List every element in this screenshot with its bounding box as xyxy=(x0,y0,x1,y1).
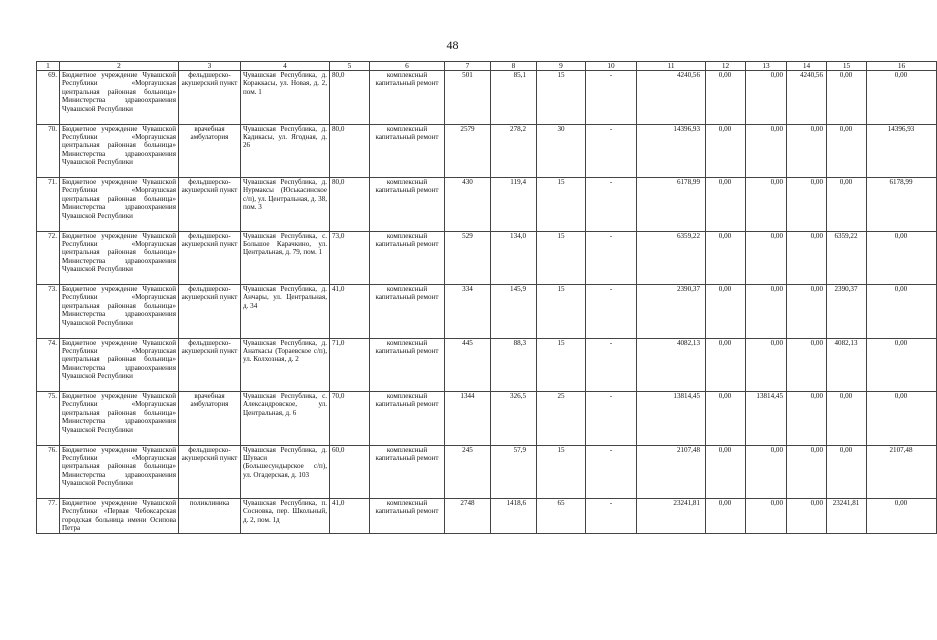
table-row xyxy=(37,392,937,446)
col-13-value: 0,00 xyxy=(746,124,787,178)
col-7-value: 501 xyxy=(445,71,491,125)
col-8-value: 278,2 xyxy=(491,124,537,178)
col-9-value: 15 xyxy=(537,71,586,125)
col-7-value: 430 xyxy=(445,178,491,232)
column-number-14: 14 xyxy=(787,62,827,71)
col-14-value: 0,00 xyxy=(787,392,827,446)
col-11-total: 13814,45 xyxy=(637,392,706,446)
col-5-value: 80,0 xyxy=(330,124,370,178)
col-10-value: - xyxy=(586,285,637,339)
col-5-value: 41,0 xyxy=(330,499,370,534)
facility-address: Чувашская Республика, д. Нурмаксы (Юськасинское с/п), ул. Центральная, д. 38, пом. 3 xyxy=(241,178,330,232)
facility-type: фельдшерско-акушерский пункт xyxy=(179,71,241,125)
facility-type: фельдшерско-акушерский пункт xyxy=(179,445,241,499)
col-11-total: 14396,93 xyxy=(637,124,706,178)
work-type: комплексный капитальный ремонт xyxy=(370,392,445,446)
col-16-value: 0,00 xyxy=(867,392,937,446)
col-7-value: 529 xyxy=(445,231,491,285)
col-10-value: - xyxy=(586,231,637,285)
col-16-value: 0,00 xyxy=(867,499,937,534)
facility-address: Чувашская Республика, д. Анаткасы (Тораевское с/п), ул. Колхозная, д. 2 xyxy=(241,338,330,392)
institution-name: Бюджетное учреждение Чувашской Республики «Моргаушская центральная районная больница» Министерства здравоохранения Чувашской Республики xyxy=(60,178,179,232)
col-12-value: 0,00 xyxy=(706,178,746,232)
facility-address: Чувашская Республика, д. Кадикасы, ул. Ягодная, д. 26 xyxy=(241,124,330,178)
col-10-value: - xyxy=(586,499,637,534)
column-number-5: 5 xyxy=(330,62,370,71)
col-5-value: 80,0 xyxy=(330,178,370,232)
col-5-value: 80,0 xyxy=(330,71,370,125)
row-number: 72. xyxy=(37,231,60,285)
col-9-value: 15 xyxy=(537,231,586,285)
facility-type: фельдшерско-акушерский пункт xyxy=(179,338,241,392)
row-number: 70. xyxy=(37,124,60,178)
col-15-value: 6359,22 xyxy=(827,231,867,285)
institution-name: Бюджетное учреждение Чувашской Республики «Моргаушская центральная районная больница» Министерства здравоохранения Чувашской Республики xyxy=(60,445,179,499)
col-13-value: 0,00 xyxy=(746,445,787,499)
col-7-value: 2579 xyxy=(445,124,491,178)
col-7-value: 1344 xyxy=(445,392,491,446)
col-14-value: 0,00 xyxy=(787,499,827,534)
col-12-value: 0,00 xyxy=(706,338,746,392)
institution-name: Бюджетное учреждение Чувашской Республики «Моргаушская центральная районная больница» Министерства здравоохранения Чувашской Республики xyxy=(60,124,179,178)
row-number: 69. xyxy=(37,71,60,125)
row-number: 74. xyxy=(37,338,60,392)
col-12-value: 0,00 xyxy=(706,499,746,534)
institution-name: Бюджетное учреждение Чувашской Республики «Моргаушская центральная районная больница» Министерства здравоохранения Чувашской Республики xyxy=(60,71,179,125)
table-row xyxy=(37,124,937,178)
col-13-value: 0,00 xyxy=(746,499,787,534)
col-10-value: - xyxy=(586,124,637,178)
col-11-total: 23241,81 xyxy=(637,499,706,534)
col-8-value: 134,0 xyxy=(491,231,537,285)
facility-address: Чувашская Республика, с. Большое Карачкино, ул. Центральная, д. 79, пом. 1 xyxy=(241,231,330,285)
col-14-value: 0,00 xyxy=(787,338,827,392)
table-row xyxy=(37,285,937,339)
work-type: комплексный капитальный ремонт xyxy=(370,285,445,339)
col-14-value: 0,00 xyxy=(787,285,827,339)
facility-address: Чувашская Республика, д. Шуваси (Большесундырское с/п), ул. Огадерская, д. 103 xyxy=(241,445,330,499)
facility-address: Чувашская Республика, с. Александровское, ул. Центральная, д. 6 xyxy=(241,392,330,446)
work-type: комплексный капитальный ремонт xyxy=(370,71,445,125)
col-10-value: - xyxy=(586,71,637,125)
col-11-total: 4082,13 xyxy=(637,338,706,392)
column-number-6: 6 xyxy=(370,62,445,71)
col-13-value: 0,00 xyxy=(746,71,787,125)
institution-name: Бюджетное учреждение Чувашской Республики «Моргаушская центральная районная больница» Министерства здравоохранения Чувашской Республики xyxy=(60,392,179,446)
facility-address: Чувашская Республика, д. Анчары, ул. Центральная, д. 34 xyxy=(241,285,330,339)
table-row xyxy=(37,445,937,499)
row-number: 77. xyxy=(37,499,60,534)
facility-address: Чувашская Республика, п. Сосновка, пер. Школьный, д. 2, пом. 1д xyxy=(241,499,330,534)
col-11-total: 6359,22 xyxy=(637,231,706,285)
col-9-value: 25 xyxy=(537,392,586,446)
col-15-value: 0,00 xyxy=(827,392,867,446)
page-number: 48 xyxy=(446,38,459,52)
col-8-value: 88,3 xyxy=(491,338,537,392)
col-13-value: 0,00 xyxy=(746,338,787,392)
row-number: 75. xyxy=(37,392,60,446)
col-16-value: 6178,99 xyxy=(867,178,937,232)
col-5-value: 71,0 xyxy=(330,338,370,392)
col-15-value: 0,00 xyxy=(827,124,867,178)
col-11-total: 2107,48 xyxy=(637,445,706,499)
facility-type: фельдшерско-акушерский пункт xyxy=(179,231,241,285)
col-16-value: 0,00 xyxy=(867,231,937,285)
column-number-12: 12 xyxy=(706,62,746,71)
table-row xyxy=(37,71,937,125)
work-type: комплексный капитальный ремонт xyxy=(370,499,445,534)
col-5-value: 73,0 xyxy=(330,231,370,285)
institution-name: Бюджетное учреждение Чувашской Республики «Моргаушская центральная районная больница» Министерства здравоохранения Чувашской Республики xyxy=(60,231,179,285)
col-7-value: 445 xyxy=(445,338,491,392)
facility-type: врачебная амбулатория xyxy=(179,124,241,178)
column-number-11: 11 xyxy=(637,62,706,71)
row-number: 73. xyxy=(37,285,60,339)
column-number-13: 13 xyxy=(746,62,787,71)
col-9-value: 15 xyxy=(537,338,586,392)
col-12-value: 0,00 xyxy=(706,445,746,499)
column-number-3: 3 xyxy=(179,62,241,71)
col-14-value: 0,00 xyxy=(787,124,827,178)
facility-address: Чувашская Республика, д. Кораккасы, ул. Новая, д. 2, пом. 1 xyxy=(241,71,330,125)
work-type: комплексный капитальный ремонт xyxy=(370,124,445,178)
col-8-value: 145,9 xyxy=(491,285,537,339)
col-8-value: 57,9 xyxy=(491,445,537,499)
col-16-value: 14396,93 xyxy=(867,124,937,178)
col-9-value: 65 xyxy=(537,499,586,534)
col-8-value: 326,5 xyxy=(491,392,537,446)
col-16-value: 0,00 xyxy=(867,71,937,125)
work-type: комплексный капитальный ремонт xyxy=(370,445,445,499)
col-14-value: 0,00 xyxy=(787,178,827,232)
col-12-value: 0,00 xyxy=(706,285,746,339)
facilities-table xyxy=(36,61,937,534)
col-13-value: 0,00 xyxy=(746,285,787,339)
col-10-value: - xyxy=(586,392,637,446)
col-11-total: 4240,56 xyxy=(637,71,706,125)
col-10-value: - xyxy=(586,445,637,499)
col-7-value: 2748 xyxy=(445,499,491,534)
work-type: комплексный капитальный ремонт xyxy=(370,338,445,392)
col-12-value: 0,00 xyxy=(706,392,746,446)
col-5-value: 41,0 xyxy=(330,285,370,339)
col-16-value: 0,00 xyxy=(867,285,937,339)
col-14-value: 4240,56 xyxy=(787,71,827,125)
column-number-4: 4 xyxy=(241,62,330,71)
col-15-value: 4082,13 xyxy=(827,338,867,392)
col-5-value: 60,0 xyxy=(330,445,370,499)
table-row xyxy=(37,499,937,534)
col-11-total: 2390,37 xyxy=(637,285,706,339)
col-14-value: 0,00 xyxy=(787,445,827,499)
institution-name: Бюджетное учреждение Чувашской Республики «Моргаушская центральная районная больница» Министерства здравоохранения Чувашской Республики xyxy=(60,285,179,339)
column-number-16: 16 xyxy=(867,62,937,71)
col-16-value: 2107,48 xyxy=(867,445,937,499)
table-row xyxy=(37,178,937,232)
col-12-value: 0,00 xyxy=(706,71,746,125)
col-15-value: 2390,37 xyxy=(827,285,867,339)
column-number-10: 10 xyxy=(586,62,637,71)
col-7-value: 245 xyxy=(445,445,491,499)
col-8-value: 85,1 xyxy=(491,71,537,125)
work-type: комплексный капитальный ремонт xyxy=(370,178,445,232)
table-row xyxy=(37,231,937,285)
col-10-value: - xyxy=(586,178,637,232)
institution-name: Бюджетное учреждение Чувашской Республики «Первая Чебоксарская городская больница имени Осипова Петра xyxy=(60,499,179,534)
col-9-value: 30 xyxy=(537,124,586,178)
column-number-7: 7 xyxy=(445,62,491,71)
facility-type: поликлиника xyxy=(179,499,241,534)
col-16-value: 0,00 xyxy=(867,338,937,392)
row-number: 71. xyxy=(37,178,60,232)
work-type: комплексный капитальный ремонт xyxy=(370,231,445,285)
col-15-value: 23241,81 xyxy=(827,499,867,534)
col-7-value: 334 xyxy=(445,285,491,339)
col-10-value: - xyxy=(586,338,637,392)
col-9-value: 15 xyxy=(537,445,586,499)
facility-type: фельдшерско-акушерский пункт xyxy=(179,178,241,232)
col-15-value: 0,00 xyxy=(827,445,867,499)
col-8-value: 119,4 xyxy=(491,178,537,232)
facility-type: врачебная амбулатория xyxy=(179,392,241,446)
col-14-value: 0,00 xyxy=(787,231,827,285)
col-8-value: 1418,6 xyxy=(491,499,537,534)
institution-name: Бюджетное учреждение Чувашской Республики «Моргаушская центральная районная больница» Министерства здравоохранения Чувашской Республики xyxy=(60,338,179,392)
col-13-value: 13814,45 xyxy=(746,392,787,446)
column-number-row xyxy=(37,62,937,71)
table-row xyxy=(37,338,937,392)
row-number: 76. xyxy=(37,445,60,499)
col-15-value: 0,00 xyxy=(827,71,867,125)
col-11-total: 6178,99 xyxy=(637,178,706,232)
col-9-value: 15 xyxy=(537,285,586,339)
column-number-2: 2 xyxy=(60,62,179,71)
col-9-value: 15 xyxy=(537,178,586,232)
col-13-value: 0,00 xyxy=(746,178,787,232)
column-number-1: 1 xyxy=(37,62,60,71)
facility-type: фельдшерско-акушерский пункт xyxy=(179,285,241,339)
column-number-15: 15 xyxy=(827,62,867,71)
col-15-value: 0,00 xyxy=(827,178,867,232)
col-5-value: 70,0 xyxy=(330,392,370,446)
column-number-9: 9 xyxy=(537,62,586,71)
col-12-value: 0,00 xyxy=(706,231,746,285)
col-12-value: 0,00 xyxy=(706,124,746,178)
col-13-value: 0,00 xyxy=(746,231,787,285)
column-number-8: 8 xyxy=(491,62,537,71)
